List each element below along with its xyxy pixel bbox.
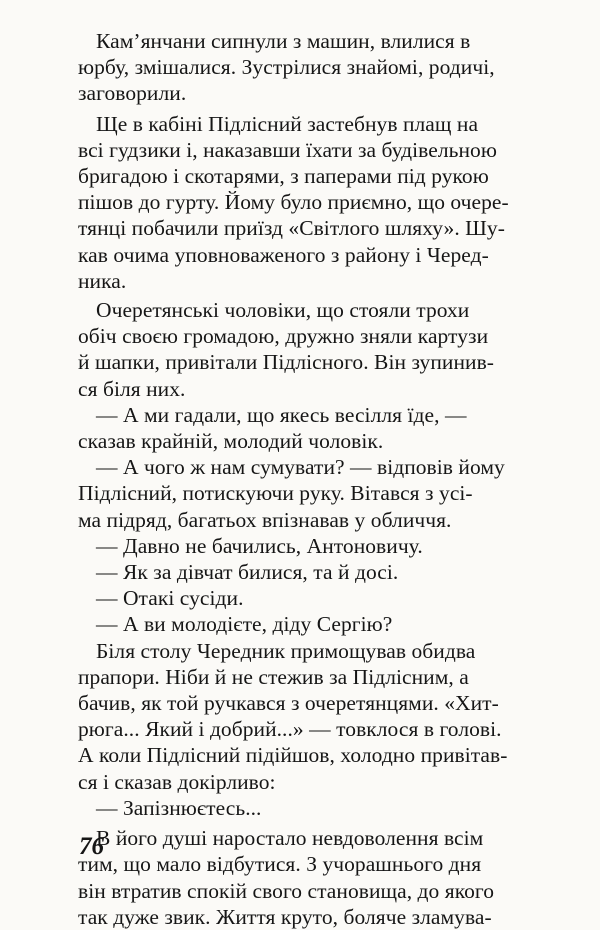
paragraph-5: [78, 825, 542, 930]
text-line: Біля столу Чередник примощував обидва: [96, 638, 476, 663]
text-line: заговорили.: [78, 81, 187, 106]
text-line: так дуже звик. Життя круто, боляче зламува-: [78, 904, 492, 929]
text-line: Ще в кабіні Підлісний застебнув плащ на: [96, 111, 479, 136]
text-line: обіч своєю громадою, дружно зняли картузи: [78, 324, 489, 349]
text-line: сказав крайній, молодий чоловік.: [78, 429, 384, 454]
text-line: ника.: [78, 268, 127, 293]
text-line: рюга... Який і добрий...» — товклося в голові.: [78, 717, 502, 742]
text-line: кав очима уповноваженого з району і Черед-: [78, 242, 489, 267]
paragraph-1: [78, 28, 542, 107]
dialogue-line: — Отакі сусіди.: [96, 586, 244, 611]
text-line: пішов до гурту. Йому було приємно, що очере-: [78, 190, 509, 215]
dialogue-line: — А чого ж нам сумувати? — відповів йому: [96, 455, 505, 480]
text-line: ма підряд, багатьох впізнавав у обличчя.: [78, 507, 452, 532]
text-line: юрбу, змішалися. Зустрілися знайомі, родичі,: [78, 55, 495, 80]
paragraph-2: [78, 111, 542, 294]
page-number: 76: [79, 833, 104, 860]
text-line: Підлісний, потискуючи руку. Вітався з усі-: [78, 481, 473, 506]
text-line: А коли Підлісний підійшов, холодно привітав-: [78, 743, 508, 768]
dialogue-line: — Як за дівчат билися, та й досі.: [96, 560, 399, 585]
text-line: тим, що мало відбутися. З учорашнього дня: [78, 852, 482, 877]
text-line: Очеретянські чоловіки, що стояли трохи: [96, 298, 470, 323]
dialogue-line: — А ми гадали, що якесь весілля їде, —: [96, 402, 467, 427]
text-line: ся і сказав докірливо:: [78, 769, 276, 794]
text-line: Кам’янчани сипнули з машин, влилися в: [96, 29, 471, 53]
text-line: й шапки, привітали Підлісного. Він зупинив-: [78, 350, 494, 375]
text-line: він втратив спокій свого становища, до якого: [78, 878, 495, 903]
text-line: бригадою і скотарями, з паперами під рукою: [78, 164, 489, 189]
dialogue-line: — Давно не бачились, Антоновичу.: [96, 533, 423, 558]
dialogue-line: — А ви молодієте, діду Сергію?: [96, 612, 393, 637]
text-line: всі гудзики і, наказавши їхати за будівельною: [78, 137, 497, 162]
dialogue-block-1: [78, 402, 542, 638]
dialogue-line: — Запізнюєтесь...: [96, 795, 262, 820]
text-line: прапори. Ніби й не стежив за Підлісним, а: [78, 664, 469, 689]
paragraph-4: [78, 638, 542, 821]
text-line: тянці побачили приїзд «Світлого шляху». Шу-: [78, 216, 505, 241]
paragraph-3: [78, 297, 542, 402]
text-line: В його душі наростало невдоволення всім: [96, 826, 484, 851]
text-line: бачив, як той ручкався з очеретянцями. «Хит-: [78, 691, 499, 716]
text-line: ся біля них.: [78, 376, 186, 401]
